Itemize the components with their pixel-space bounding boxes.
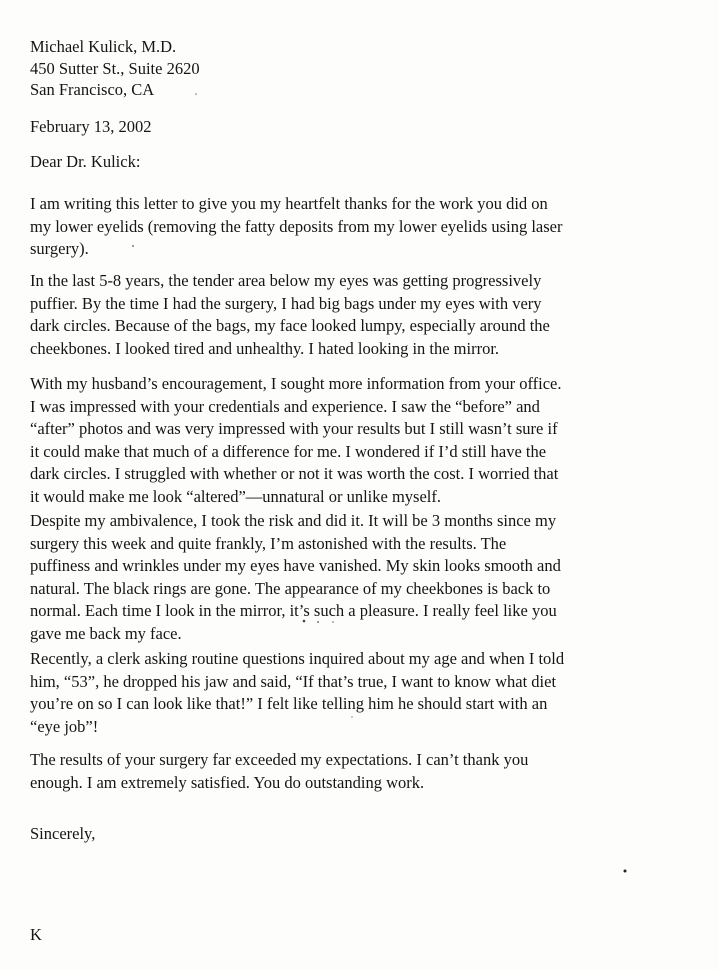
letter-date: February 13, 2002 <box>30 117 152 136</box>
sender-name: Michael Kulick, M.D. <box>30 37 177 56</box>
salutation: Dear Dr. Kulick: <box>30 152 141 171</box>
paragraph-line: Recently, a clerk asking routine questions inquired about my age and when I told <box>30 649 565 668</box>
paragraph-6 <box>30 749 528 794</box>
paragraph-line: natural. The black rings are gone. The appearance of my cheekbones is back to <box>30 578 551 598</box>
paragraph-line: dark circles. I struggled with whether or not it was worth the cost. I worried that <box>30 464 559 483</box>
sender-address <box>30 36 200 101</box>
paragraph-line: it could make that much of a difference for me. I wondered if I’d still have the <box>30 441 547 461</box>
paragraph-5 <box>30 648 564 738</box>
paragraph-1 <box>30 193 562 261</box>
paragraph-line: I am writing this letter to give you my heartfelt thanks for the work you did on <box>30 194 548 213</box>
sender-city: San Francisco, CA <box>30 80 155 99</box>
paragraph-line: cheekbones. I looked tired and unhealthy. I hated looking in the mirror. <box>30 338 500 358</box>
paragraph-line: enough. I am extremely satisfied. You do outstanding work. <box>30 772 425 792</box>
closing: Sincerely, <box>30 824 96 843</box>
paragraph-line: Despite my ambivalence, I took the risk and did it. It will be 3 months since my <box>30 511 557 530</box>
paragraph-line: “after” photos and was very impressed with your results but I still wasn’t sure if <box>30 419 558 438</box>
paragraph-line: my lower eyelids (removing the fatty deposits from my lower eyelids using laser <box>30 216 563 236</box>
paragraph-line: dark circles. Because of the bags, my face looked lumpy, especially around the <box>30 316 550 335</box>
paragraph-line: you’re on so I can look like that!” I felt like telling him he should start with an <box>30 694 548 713</box>
paragraph-line: With my husband’s encouragement, I sought more information from your office. <box>30 374 562 393</box>
signature-initial: K <box>30 925 42 944</box>
paragraph-line: I was impressed with your credentials and experience. I saw the “before” and <box>30 396 540 416</box>
paragraph-line: puffiness and wrinkles under my eyes have vanished. My skin looks smooth and <box>30 556 561 575</box>
paragraph-line: “eye job”! <box>30 716 99 736</box>
paragraph-4 <box>30 510 561 645</box>
paragraph-line: The results of your surgery far exceeded my expectations. I can’t thank you <box>30 750 529 769</box>
paragraph-line: surgery this week and quite frankly, I’m astonished with the results. The <box>30 533 507 553</box>
paragraph-line: gave me back my face. <box>30 623 182 643</box>
paragraph-3 <box>30 373 562 508</box>
paragraph-line: puffier. By the time I had the surgery, I had big bags under my eyes with very <box>30 293 542 313</box>
sender-street: 450 Sutter St., Suite 2620 <box>30 58 200 78</box>
paragraph-line: it would make me look “altered”—unnatural or unlike myself. <box>30 486 442 506</box>
paragraph-line: normal. Each time I look in the mirror, it’s such a pleasure. I really feel like you <box>30 601 557 620</box>
paragraph-line: In the last 5-8 years, the tender area below my eyes was getting progressively <box>30 271 542 290</box>
paragraph-line: surgery). <box>30 239 89 258</box>
paragraph-line: him, “53”, he dropped his jaw and said, “If that’s true, I want to know what diet <box>30 671 557 691</box>
paragraph-2 <box>30 270 550 360</box>
